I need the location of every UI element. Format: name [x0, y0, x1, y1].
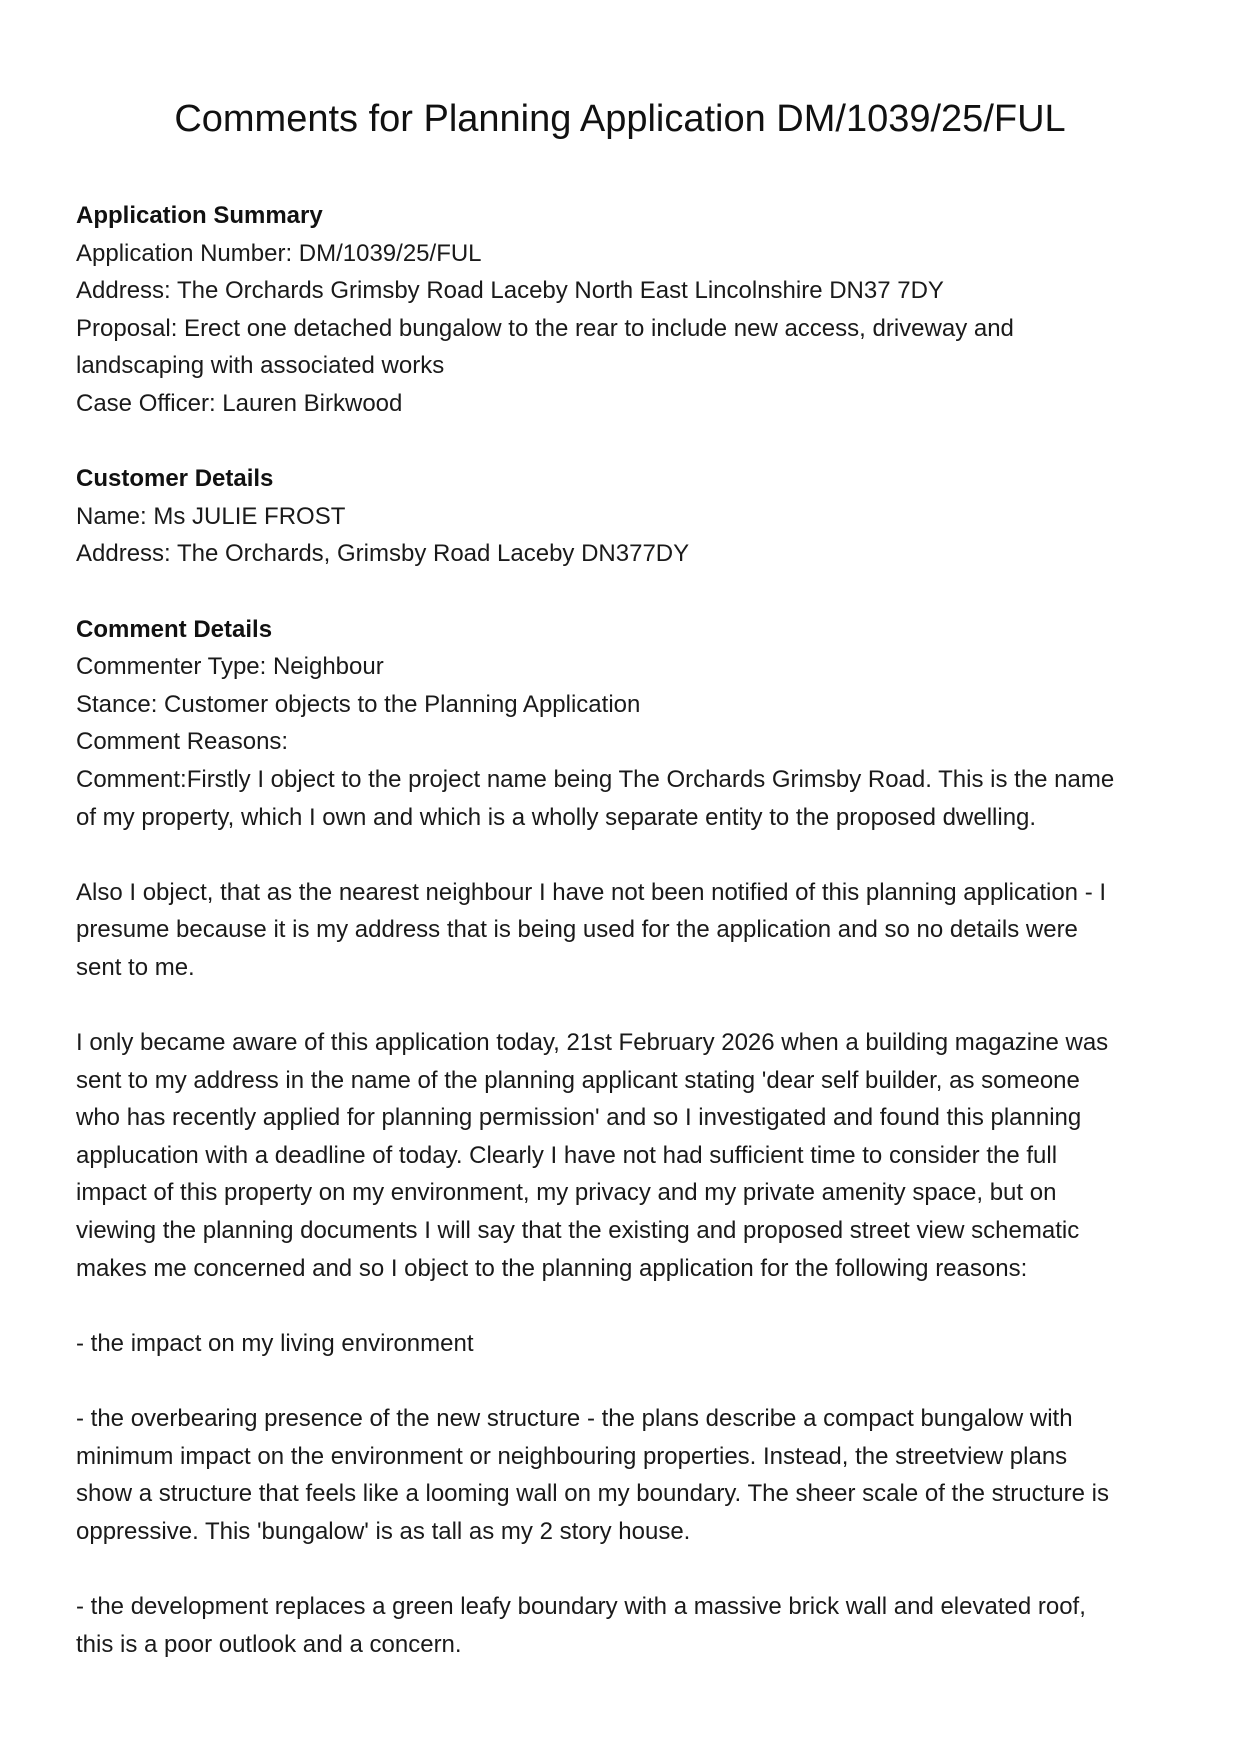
- case-officer: Case Officer: Lauren Birkwood: [76, 389, 403, 417]
- customer-details-heading: Customer Details: [76, 465, 274, 493]
- spacer: [76, 1287, 1176, 1325]
- page-title: Comments for Planning Application DM/1039/25/FUL: [174, 98, 1066, 140]
- comment-line: sent to my address in the name of the planning applicant stating 'dear self builder, as someone: [76, 1066, 1080, 1094]
- comment-line: makes me concerned and so I object to the planning application for the following reasons:: [76, 1254, 1028, 1282]
- customer-name: Name: Ms JULIE FROST: [76, 502, 346, 530]
- comment-line: who has recently applied for planning permission' and so I investigated and found this planning: [76, 1104, 1082, 1132]
- customer-address: Address: The Orchards, Grimsby Road Laceby DN377DY: [76, 540, 690, 568]
- application-address: Address: The Orchards Grimsby Road Laceby North East Lincolnshire DN37 7DY: [76, 277, 944, 305]
- comment-line: presume because it is my address that is being used for the application and so no details were: [76, 916, 1078, 944]
- comment-line: viewing the planning documents I will say that the existing and proposed street view schematic: [76, 1217, 1080, 1245]
- application-summary-heading: Application Summary: [76, 202, 323, 229]
- spacer: [76, 1362, 1176, 1400]
- customer-details-section: [76, 460, 1176, 573]
- application-number: Application Number: DM/1039/25/FUL: [76, 239, 482, 267]
- proposal-line: landscaping with associated works: [76, 352, 445, 380]
- comment-details-section: [76, 611, 1176, 1664]
- comment-line: applucation with a deadline of today. Clearly I have not had sufficient time to consider the full: [76, 1141, 1058, 1169]
- comment-line: Also I object, that as the nearest neighbour I have not been notified of this planning application - I: [76, 878, 1107, 906]
- spacer: [76, 423, 1176, 461]
- spacer: [76, 1550, 1176, 1588]
- objection-bullet: - the overbearing presence of the new structure - the plans describe a compact bungalow with: [76, 1405, 1073, 1432]
- stance: Stance: Customer objects to the Planning Application: [76, 690, 641, 718]
- proposal-line: Proposal: Erect one detached bungalow to the rear to include new access, driveway and: [76, 314, 1014, 342]
- objection-bullet-continued: minimum impact on the environment or neighbouring properties. Instead, the streetview plans: [76, 1442, 1068, 1470]
- spacer: [76, 986, 1176, 1024]
- comment-line: sent to me.: [76, 953, 195, 981]
- comment-line: of my property, which I own and which is a wholly separate entity to the proposed dwelling.: [76, 803, 1037, 831]
- commenter-type: Commenter Type: Neighbour: [76, 653, 384, 681]
- objection-bullet: - the development replaces a green leafy boundary with a massive brick wall and elevated roof,: [76, 1592, 1086, 1620]
- comment-line: impact of this property on my environment, my privacy and my private amenity space, but on: [76, 1179, 1057, 1207]
- objection-bullet-continued: oppressive. This 'bungalow' is as tall as my 2 story house.: [76, 1517, 691, 1545]
- application-summary-section: [76, 197, 1176, 423]
- comment-details-heading: Comment Details: [76, 615, 273, 643]
- spacer: [76, 836, 1176, 874]
- comment-line: Comment:Firstly I object to the project name being The Orchards Grimsby Road. This is the name: [76, 765, 1115, 793]
- objection-bullet: - the impact on my living environment: [76, 1329, 474, 1357]
- comment-line: I only became aware of this application today, 21st February 2026 when a building magazine was: [76, 1029, 1109, 1057]
- objection-bullet-continued: this is a poor outlook and a concern.: [76, 1630, 462, 1658]
- spacer: [76, 573, 1176, 611]
- objection-bullet-continued: show a structure that feels like a looming wall on my boundary. The sheer scale of the structure is: [76, 1480, 1109, 1508]
- comment-reasons: Comment Reasons:: [76, 728, 289, 756]
- document-body: [76, 197, 1176, 1663]
